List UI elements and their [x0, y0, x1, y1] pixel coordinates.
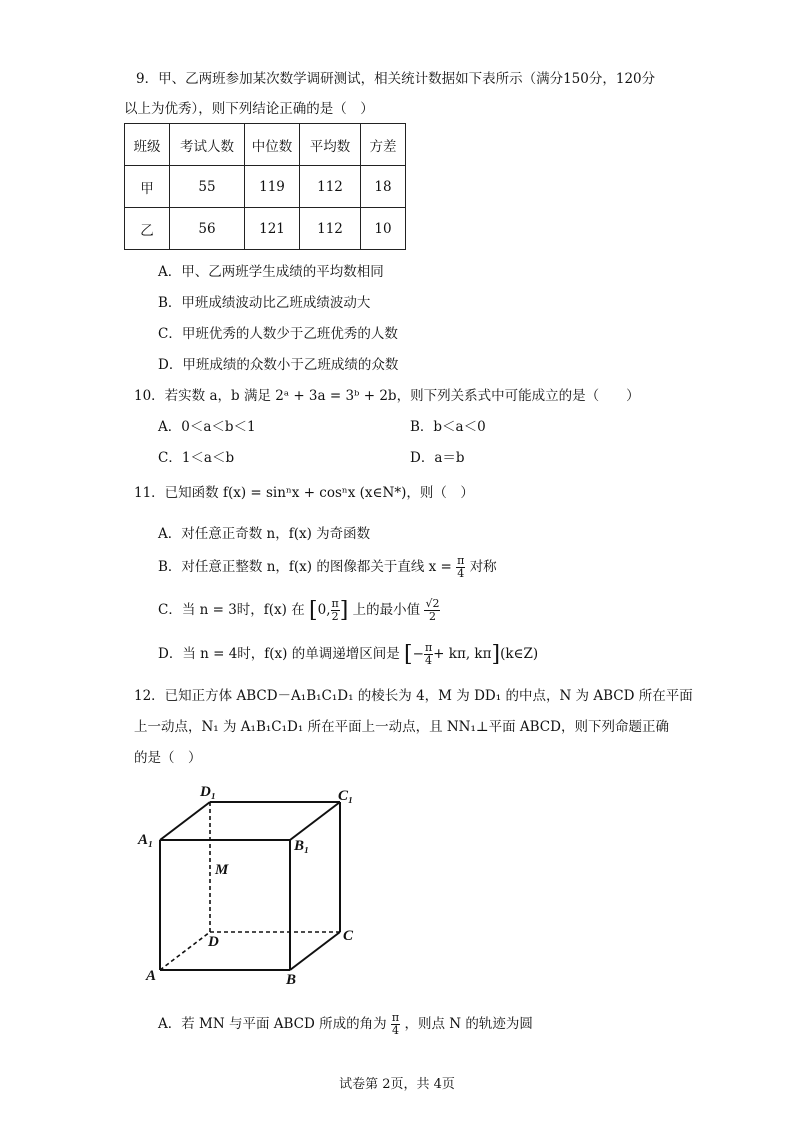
- fraction-denominator: 2: [428, 610, 436, 623]
- fraction: [424, 598, 440, 623]
- q9-option-d: D．甲班成绩的众数小于乙班成绩的众数: [158, 357, 399, 373]
- q12-option-a: [158, 1012, 533, 1037]
- q9-stem-line2: 以上为优秀），则下列结论正确的是（ ）: [124, 101, 374, 117]
- q9-option-c: C．甲班优秀的人数少于乙班优秀的人数: [158, 326, 398, 342]
- fraction: [424, 642, 433, 667]
- table-cell: 乙: [125, 208, 170, 250]
- q12-stem-line1: 12．已知正方体 ABCD－A₁B₁C₁D₁ 的棱长为 4，M 为 DD₁ 的中点，N 为 ABCD 所在平面: [134, 688, 693, 704]
- label-a: A: [146, 968, 157, 984]
- q12-stem-line3: 的是（ ）: [134, 750, 202, 766]
- q11-option-b-text: B．对任意正整数 n，f(x) 的图像都关于直线 x =: [158, 559, 452, 575]
- label-m: M: [215, 862, 229, 878]
- table-cell: 55: [170, 166, 245, 208]
- table-row: [125, 208, 406, 250]
- table-cell: 18: [361, 166, 406, 208]
- label-d: D: [208, 934, 219, 950]
- q11-option-c: [158, 598, 440, 623]
- q10-option-d: D．a＝b: [410, 450, 465, 466]
- minus-sign: −: [412, 646, 424, 662]
- q10-stem: 10．若实数 a，b 满足 2ᵃ + 3a = 3ᵇ + 2b，则下列关系式中可能成立的是（ ）: [134, 388, 640, 404]
- q11-option-d-text: D．当 n = 4时，f(x) 的单调递增区间是: [158, 646, 400, 662]
- fraction-denominator: 4: [392, 1024, 400, 1037]
- fraction-denominator: 4: [457, 567, 465, 580]
- left-bracket: [: [404, 642, 413, 667]
- q9-option-a: A．甲、乙两班学生成绩的平均数相同: [158, 264, 384, 280]
- fraction-numerator: π: [457, 554, 465, 567]
- label-b: B: [286, 972, 297, 988]
- fraction: [456, 555, 465, 580]
- interval-rest: + kπ, kπ: [433, 646, 492, 662]
- table-cell: 10: [361, 208, 406, 250]
- left-bracket: [: [309, 598, 318, 623]
- q10-option-b: B．b＜a＜0: [410, 419, 486, 435]
- label-c: C: [343, 928, 354, 944]
- table-cell: 112: [300, 166, 361, 208]
- fraction-denominator: 2: [331, 610, 339, 623]
- table-cell: 56: [170, 208, 245, 250]
- right-bracket: ]: [339, 598, 349, 623]
- edge-b1c1: [290, 802, 340, 840]
- q12-option-a-text: A．若 MN 与平面 ABCD 所成的角为: [158, 1016, 387, 1032]
- table-header-row: [125, 124, 406, 166]
- interval-start: 0,: [317, 602, 331, 618]
- q11-option-d: [158, 642, 538, 667]
- q9-stem-line1: 9．甲、乙两班参加某次数学调研测试，相关统计数据如下表所示（满分150分，120分: [136, 71, 656, 87]
- fraction-numerator: π: [391, 1011, 400, 1024]
- fraction: [391, 1012, 400, 1037]
- table-cell: 121: [245, 208, 300, 250]
- table-header-cell: 班级: [125, 124, 170, 166]
- table-row: [125, 166, 406, 208]
- q11-option-b-suffix: 对称: [469, 559, 497, 575]
- edge-bc: [290, 932, 340, 970]
- edge-ad-hidden: [160, 932, 210, 970]
- label-c1: C₁: [338, 788, 354, 804]
- right-bracket: ]: [491, 642, 501, 667]
- q12-stem-line2: 上一动点，N₁ 为 A₁B₁C₁D₁ 所在平面上一动点，且 NN₁⊥平面 ABCD，则下列命题正确: [134, 719, 669, 735]
- q11-option-c-text: C．当 n = 3时，f(x) 在: [158, 602, 305, 618]
- label-b1: B₁: [294, 838, 310, 854]
- fraction: [331, 598, 340, 623]
- q9-option-b: B．甲班成绩波动比乙班成绩波动大: [158, 295, 371, 311]
- q11-option-a: A．对任意正奇数 n，f(x) 为奇函数: [158, 526, 371, 542]
- fraction-denominator: 4: [425, 654, 433, 667]
- table-cell: 112: [300, 208, 361, 250]
- q10-option-c: C．1＜a＜b: [158, 450, 235, 466]
- table-header-cell: 中位数: [245, 124, 300, 166]
- table-header-cell: 考试人数: [170, 124, 245, 166]
- table-cell: 甲: [125, 166, 170, 208]
- q9-stats-table: [124, 123, 406, 250]
- fraction-numerator: π: [424, 641, 433, 654]
- table-header-cell: 方差: [361, 124, 406, 166]
- q11-stem: 11．已知函数 f(x) = sinⁿx + cosⁿx (x∈N*)，则（ ）: [134, 485, 474, 501]
- q11-option-c-mid: 上的最小值: [352, 602, 421, 618]
- q12-option-a-suffix: ，则点 N 的轨迹为圆: [404, 1016, 533, 1032]
- page-footer: 试卷第 2页，共 4页: [339, 1077, 455, 1092]
- fraction-numerator: √2: [425, 597, 440, 610]
- label-a1: A₁: [138, 832, 154, 848]
- q10-option-a: A．0＜a＜b＜1: [158, 419, 256, 435]
- q11-option-b: [158, 555, 497, 580]
- k-condition: (k∈Z): [500, 646, 539, 662]
- table-cell: 119: [245, 166, 300, 208]
- cube-figure: [130, 780, 370, 990]
- fraction-numerator: π: [331, 597, 339, 610]
- edge-a1d1: [160, 802, 210, 840]
- table-header-cell: 平均数: [300, 124, 361, 166]
- label-d1: D₁: [200, 784, 217, 800]
